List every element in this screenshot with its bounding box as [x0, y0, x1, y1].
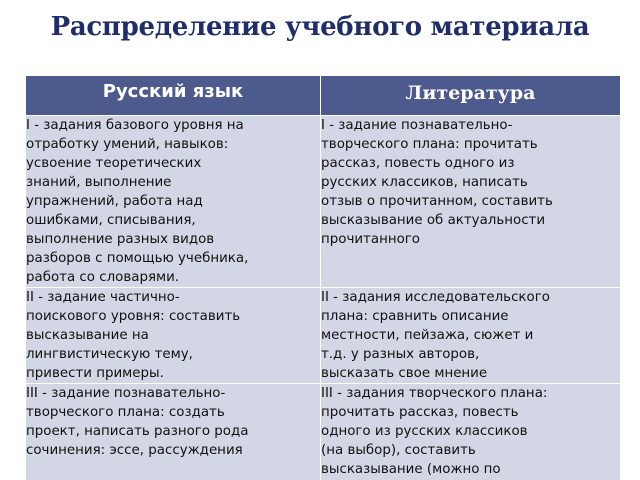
header-row: [26, 76, 621, 116]
cell-text: I - задания базового уровня на отработку умений, навыков: усвоение теоретических знаний, выполнение упражнений, работа над ошибками, списывания, выполнение разных видов разборов с помощью учебника, работа со словарями.: [26, 118, 249, 285]
cell-literature-level-2: [321, 288, 621, 384]
cell-russian-level-1: [26, 116, 321, 288]
table-row: [26, 288, 621, 384]
column-header-russian: Русский язык: [26, 76, 321, 116]
cell-literature-level-1: [321, 116, 621, 288]
slide-title: Распределение учебного материала: [50, 12, 590, 42]
table-row: [26, 384, 621, 480]
table-row: [26, 116, 621, 288]
cell-text: III - задание познавательно- творческого плана: создать проект, написать разного рода сочинения: эссе, рассуждения: [26, 386, 249, 458]
cell-text: I - задание познавательно- творческого плана: прочитать рассказ, повесть одного из русских классиков, написать отзыв о прочитанном, составить высказывание об актуальности прочитанного: [321, 118, 553, 247]
cell-literature-level-3: [321, 384, 621, 480]
column-header-literature: Литература: [321, 76, 621, 116]
cell-text: II - задания исследовательского плана: сравнить описание местности, пейзажа, сюжет и т.д. у разных авторов, высказать свое мнение: [321, 290, 550, 381]
cell-text: III - задания творческого плана: прочитать рассказ, повесть одного из русских классиков (на выбор), составить высказывание (можно по: [321, 386, 548, 477]
cell-russian-level-3: [26, 384, 321, 480]
distribution-table: [25, 75, 620, 480]
cell-text: II - задание частично- поискового уровня: составить высказывание на лингвистическую тему, привести примеры.: [26, 290, 241, 381]
cell-russian-level-2: [26, 288, 321, 384]
